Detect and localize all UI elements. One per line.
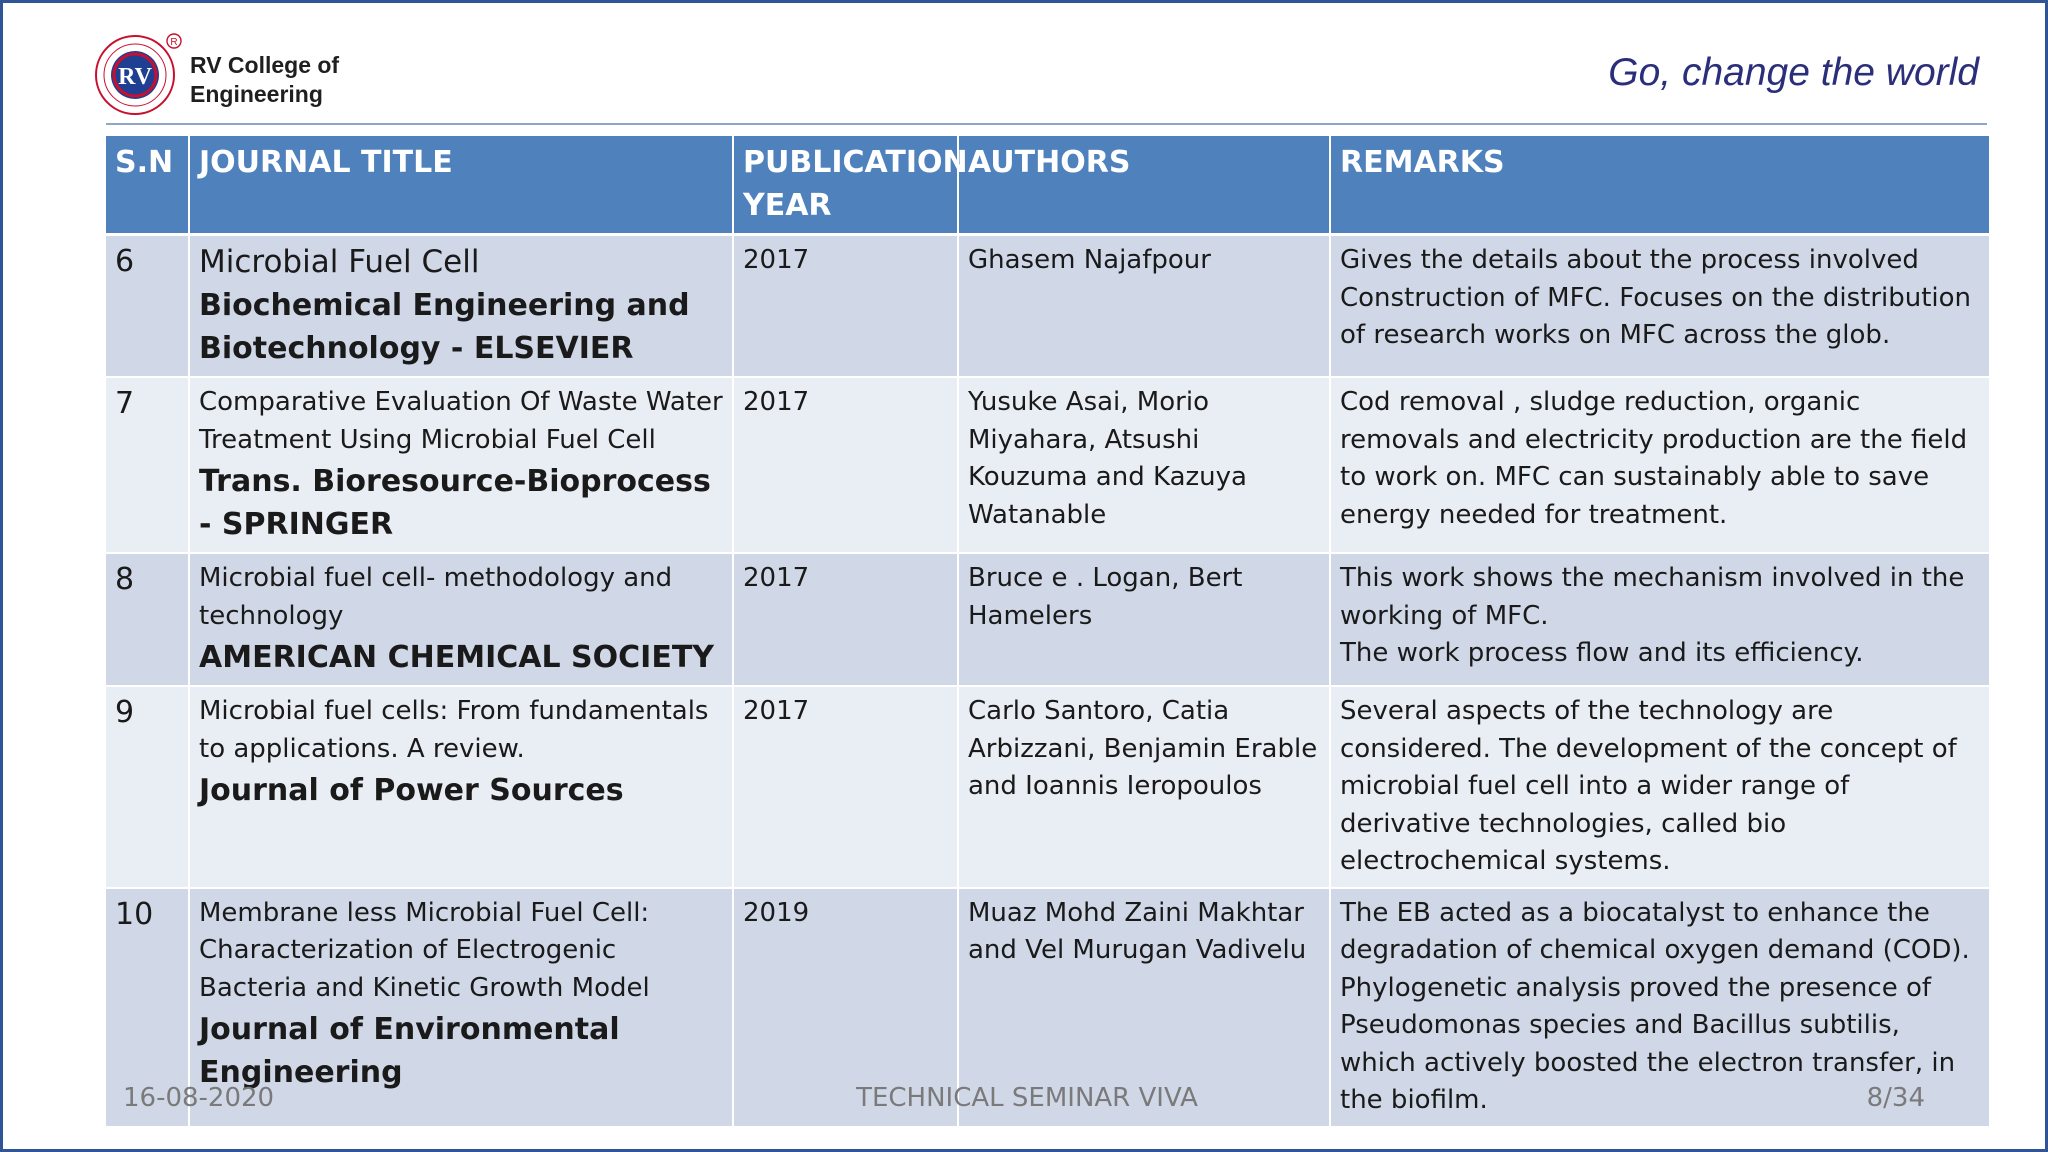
- college-name-line1: RV College of: [190, 52, 340, 78]
- cell-remarks: The EB acted as a biocatalyst to enhance the degradation of chemical oxygen demand (COD). Phylogenetic analysis proved the presence of Pseudomonas species and Bacillus subtilis, which actively boosted the electron transfer, in the biofilm.: [1330, 888, 1990, 1127]
- remarks-line: This work shows the mechanism involved in the working of MFC.: [1340, 563, 1965, 631]
- cell-authors: Ghasem Najafpour: [958, 235, 1330, 378]
- table-row: [106, 553, 1990, 686]
- cell-authors: Bruce e . Logan, Bert Hamelers: [958, 553, 1330, 686]
- column-header-publication-year: PUBLICATION YEAR: [733, 136, 958, 235]
- paper-title: Microbial fuel cell- methodology and technology: [199, 563, 673, 631]
- journal-name: Trans. Bioresource-Bioprocess - SPRINGER: [199, 464, 711, 542]
- journal-name: AMERICAN CHEMICAL SOCIETY: [199, 640, 715, 675]
- cell-year: 2017: [733, 235, 958, 378]
- cell-authors: Yusuke Asai, Morio Miyahara, Atsushi Kouzuma and Kazuya Watanable: [958, 377, 1330, 553]
- college-name-line2: Engineering: [190, 81, 323, 107]
- footer-page-number: 8/34: [1866, 1083, 1925, 1113]
- column-header-sn: S.N: [106, 136, 189, 235]
- journal-name: Biochemical Engineering and Biotechnology - ELSEVIER: [199, 288, 690, 366]
- cell-authors: Carlo Santoro, Catia Arbizzani, Benjamin Erable and Ioannis Ieropoulos: [958, 686, 1330, 888]
- paper-title: Microbial fuel cells: From fundamentals to applications. A review.: [199, 696, 709, 764]
- table-header-row: [106, 136, 1990, 235]
- paper-title: Comparative Evaluation Of Waste Water Treatment Using Microbial Fuel Cell: [199, 387, 723, 455]
- footer-date: 16-08-2020: [123, 1083, 275, 1113]
- column-header-journal-title: JOURNAL TITLE: [189, 136, 733, 235]
- cell-year: 2017: [733, 686, 958, 888]
- cell-sn: 7: [106, 377, 189, 553]
- cell-journal-title: [189, 686, 733, 888]
- svg-text:R: R: [170, 37, 178, 48]
- journal-name: Journal of Power Sources: [199, 773, 624, 808]
- table-row: [106, 686, 1990, 888]
- logo-text: RV: [118, 64, 152, 90]
- header-divider: [106, 123, 1987, 125]
- cell-remarks: [1330, 553, 1990, 686]
- paper-title: Microbial Fuel Cell: [199, 244, 480, 280]
- column-header-remarks: REMARKS: [1330, 136, 1990, 235]
- tagline: Go, change the world: [1608, 51, 1979, 94]
- cell-remarks: Gives the details about the process involved Construction of MFC. Focuses on the distribution of research works on MFC across the glob.: [1330, 235, 1990, 378]
- cell-journal-title: [189, 377, 733, 553]
- cell-authors: Muaz Mohd Zaini Makhtar and Vel Murugan Vadivelu: [958, 888, 1330, 1127]
- cell-sn: 10: [106, 888, 189, 1127]
- cell-year: 2019: [733, 888, 958, 1127]
- cell-remarks: Several aspects of the technology are considered. The development of the concept of microbial fuel cell into a wider range of derivative technologies, called bio electrochemical systems.: [1330, 686, 1990, 888]
- college-name: [190, 51, 339, 109]
- cell-year: 2017: [733, 553, 958, 686]
- literature-survey-table: [106, 136, 1991, 1128]
- cell-sn: 6: [106, 235, 189, 378]
- cell-journal-title: [189, 553, 733, 686]
- journal-name: Journal of Environmental Engineering: [199, 1012, 620, 1090]
- cell-journal-title: [189, 235, 733, 378]
- rv-college-logo-icon: [93, 31, 183, 121]
- paper-title: Membrane less Microbial Fuel Cell: Characterization of Electrogenic Bacteria and Kinetic Growth Model: [199, 897, 650, 1003]
- cell-year: 2017: [733, 377, 958, 553]
- column-header-authors: AUTHORS: [958, 136, 1330, 235]
- table-row: [106, 235, 1990, 378]
- remarks-line: The work process flow and its efficiency.: [1340, 638, 1864, 668]
- cell-sn: 8: [106, 553, 189, 686]
- table-row: [106, 377, 1990, 553]
- cell-remarks: Cod removal , sludge reduction, organic removals and electricity production are the field to work on. MFC can sustainably able to save energy needed for treatment.: [1330, 377, 1990, 553]
- footer-event-title: TECHNICAL SEMINAR VIVA: [856, 1083, 1198, 1113]
- cell-sn: 9: [106, 686, 189, 888]
